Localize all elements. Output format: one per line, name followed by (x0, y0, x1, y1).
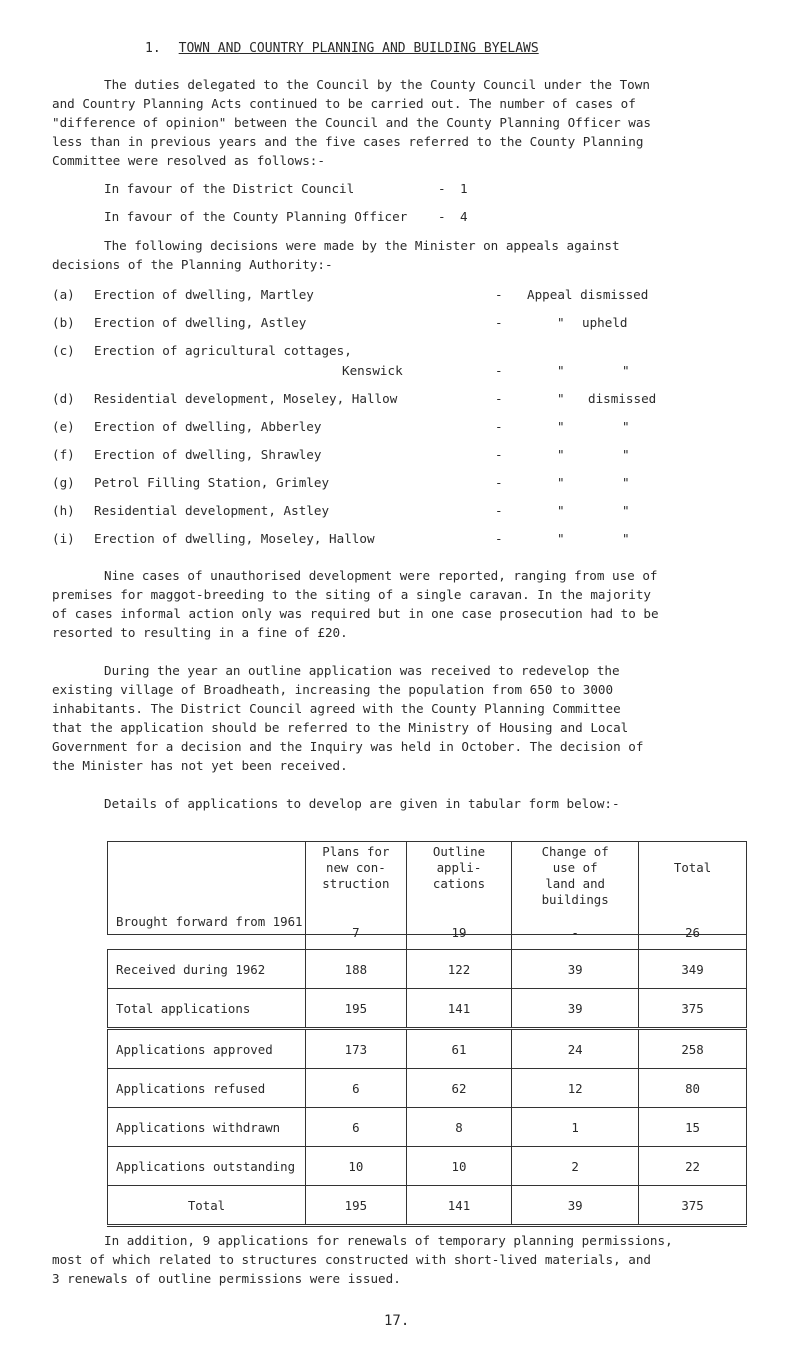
text-line: "difference of opinion" between the Council and the County Planning Officer was (52, 115, 651, 130)
table-row (108, 950, 747, 989)
cell: 258 (639, 1029, 747, 1069)
cell: 349 (639, 950, 747, 989)
appeal-ref: (e) (52, 419, 75, 434)
text-line: existing village of Broadheath, increasing the population from 650 to 3000 (52, 682, 614, 697)
cell: 10 (305, 1147, 406, 1186)
section-number: 1. (145, 41, 161, 56)
page-number: 17. (384, 1313, 410, 1329)
appeal-result-detail: upheld (582, 315, 628, 330)
text-line: Government for a decision and the Inquiry was held in October. The decision of (52, 739, 644, 754)
appeal-result: " (557, 419, 565, 434)
appeal-row (52, 502, 782, 522)
appeal-result-detail: " (622, 531, 630, 546)
table-row-total (108, 1186, 747, 1226)
cell: 10 (406, 1147, 512, 1186)
appeal-ref: (g) (52, 475, 75, 490)
appeal-result: " (557, 315, 565, 330)
cell: 375 (639, 989, 747, 1029)
cell: 39 (512, 950, 639, 989)
table-intro: Details of applications to develop are given in tabular form below:- (104, 796, 620, 811)
appeal-ref: (b) (52, 315, 75, 330)
cell: 2 (512, 1147, 639, 1186)
appeal-row (52, 342, 782, 362)
header-line: cations (432, 876, 486, 891)
table-row (108, 915, 747, 950)
appeal-result-detail: " (622, 503, 630, 518)
cell: 15 (639, 1108, 747, 1147)
appeal-dash: - (495, 447, 503, 462)
text-line: 3 renewals of outline permissions were issued. (52, 1271, 401, 1286)
appeal-result-detail: dismissed (588, 391, 657, 406)
appeal-description: Erection of dwelling, Shrawley (94, 447, 322, 462)
text-line: decisions of the Planning Authority:- (52, 257, 333, 272)
appeal-description-cont: Kenswick (342, 363, 403, 378)
cell: 195 (305, 1186, 406, 1226)
appeal-description: Erection of dwelling, Martley (94, 287, 314, 302)
cell: 39 (512, 989, 639, 1029)
resolution-label: In favour of the District Council (104, 181, 355, 196)
cell: 141 (406, 1186, 512, 1226)
text-line: less than in previous years and the five cases referred to the County Planning (52, 134, 644, 149)
appeal-row (52, 418, 782, 438)
appeal-result-detail: " (622, 447, 630, 462)
cell: 8 (406, 1108, 512, 1147)
header-line: new con- (326, 860, 386, 875)
appeal-row-continued (52, 362, 782, 382)
appeal-result: " (557, 391, 565, 406)
appeal-row (52, 390, 782, 410)
appeal-result-detail: " (622, 419, 630, 434)
appeal-description: Residential development, Astley (94, 503, 330, 518)
cell: 6 (305, 1069, 406, 1108)
appeal-row (52, 474, 782, 494)
appeal-ref: (c) (52, 343, 75, 358)
appeal-dash: - (495, 315, 503, 330)
row-label: Applications refused (108, 1069, 306, 1108)
text-line: the Minister has not yet been received. (52, 758, 348, 773)
header-line: Total (673, 860, 712, 875)
row-label: Received during 1962 (108, 950, 306, 989)
row-label: Applications withdrawn (108, 1108, 306, 1147)
cell: 141 (406, 989, 512, 1029)
table-row (108, 1108, 747, 1147)
row-label: Applications outstanding (108, 1147, 306, 1186)
section-heading (145, 40, 539, 57)
appeal-ref: (i) (52, 531, 75, 546)
cell: 39 (512, 1186, 639, 1226)
text-line: premises for maggot-breeding to the siting of a single caravan. In the majority (52, 587, 651, 602)
appeal-result-detail: " (622, 475, 630, 490)
cell: 7 (305, 915, 406, 950)
text-line: During the year an outline application was received to redevelop the (104, 663, 620, 678)
resolution-count: 4 (460, 209, 468, 224)
row-label (108, 915, 306, 950)
resolution-label: In favour of the County Planning Officer (104, 209, 408, 224)
appeal-result: " (557, 475, 565, 490)
header-line: Plans for (322, 844, 390, 859)
appeal-dash: - (495, 475, 503, 490)
appeal-result: " (557, 447, 565, 462)
appeal-dash: - (495, 363, 503, 378)
cell: - (512, 915, 639, 950)
appeal-dash: - (495, 531, 503, 546)
table-row (108, 1069, 747, 1108)
resolution-dash: - (438, 209, 446, 224)
resolution-dash: - (438, 181, 446, 196)
appeal-description: Erection of agricultural cottages, (94, 343, 352, 358)
appeal-ref: (a) (52, 287, 75, 302)
cell: 1 (512, 1108, 639, 1147)
text-line: that the application should be referred to the Ministry of Housing and Local (52, 720, 629, 735)
appeal-result: " (557, 531, 565, 546)
header-line: struction (322, 876, 390, 891)
header-line: Outline (432, 844, 486, 859)
appeal-dash: - (495, 419, 503, 434)
cell: 22 (639, 1147, 747, 1186)
appeal-row (52, 286, 782, 306)
cell: 62 (406, 1069, 512, 1108)
appeal-ref: (h) (52, 503, 75, 518)
text-line: of cases informal action only was required but in one case prosecution had to be (52, 606, 659, 621)
cell: 375 (639, 1186, 747, 1226)
table-row (108, 1029, 747, 1069)
appeal-description: Erection of dwelling, Astley (94, 315, 307, 330)
text-line: The following decisions were made by the Minister on appeals against (104, 238, 620, 253)
row-label: Applications approved (108, 1029, 306, 1069)
row-label-cell: Brought forward from 1961 (108, 842, 306, 935)
appeal-row (52, 314, 782, 334)
text-line: inhabitants. The District Council agreed with the County Planning Committee (52, 701, 621, 716)
cell: 80 (639, 1069, 747, 1108)
appeal-ref: (f) (52, 447, 75, 462)
text-line: Nine cases of unauthorised development were reported, ranging from use of (104, 568, 658, 583)
section-title: TOWN AND COUNTRY PLANNING AND BUILDING BYELAWS (178, 41, 539, 56)
cell: 12 (512, 1069, 639, 1108)
cell: 173 (305, 1029, 406, 1069)
header-line: use of (552, 860, 598, 875)
header-line: land and (545, 876, 605, 891)
appeal-dash: - (495, 503, 503, 518)
appeal-description: Residential development, Moseley, Hallow (94, 391, 398, 406)
table-row (108, 989, 747, 1029)
applications-table-rows (107, 915, 747, 1227)
appeal-row (52, 530, 782, 550)
appeal-ref: (d) (52, 391, 75, 406)
cell: 61 (406, 1029, 512, 1069)
appeal-dash: - (495, 391, 503, 406)
cell: 19 (406, 915, 512, 950)
appeal-result: Appeal dismissed (527, 287, 649, 302)
cell: 188 (305, 950, 406, 989)
appeal-result: " (557, 363, 565, 378)
text-line: and Country Planning Acts continued to be carried out. The number of cases of (52, 96, 636, 111)
row-label: Total (108, 1186, 306, 1226)
row-label: Total applications (108, 989, 306, 1029)
appeal-description: Erection of dwelling, Abberley (94, 419, 322, 434)
appeal-description: Petrol Filling Station, Grimley (94, 475, 330, 490)
appeal-result: " (557, 503, 565, 518)
text-line: In addition, 9 applications for renewals of temporary planning permissions, (104, 1233, 673, 1248)
text-line: Committee were resolved as follows:- (52, 153, 325, 168)
appeal-result-detail: " (622, 363, 630, 378)
cell: 24 (512, 1029, 639, 1069)
table-row (108, 1147, 747, 1186)
cell: 6 (305, 1108, 406, 1147)
header-line: buildings (541, 892, 609, 907)
cell: 122 (406, 950, 512, 989)
header-line: Change of (541, 844, 609, 859)
text-line: most of which related to structures constructed with short-lived materials, and (52, 1252, 651, 1267)
text-line: The duties delegated to the Council by the County Council under the Town (104, 77, 650, 92)
appeal-dash: - (495, 287, 503, 302)
appeal-description: Erection of dwelling, Moseley, Hallow (94, 531, 375, 546)
text-line: resorted to resulting in a fine of £20. (52, 625, 348, 640)
cell: 26 (639, 915, 747, 950)
resolution-count: 1 (460, 181, 468, 196)
cell: 195 (305, 989, 406, 1029)
appeal-row (52, 446, 782, 466)
header-line: appli- (436, 860, 482, 875)
